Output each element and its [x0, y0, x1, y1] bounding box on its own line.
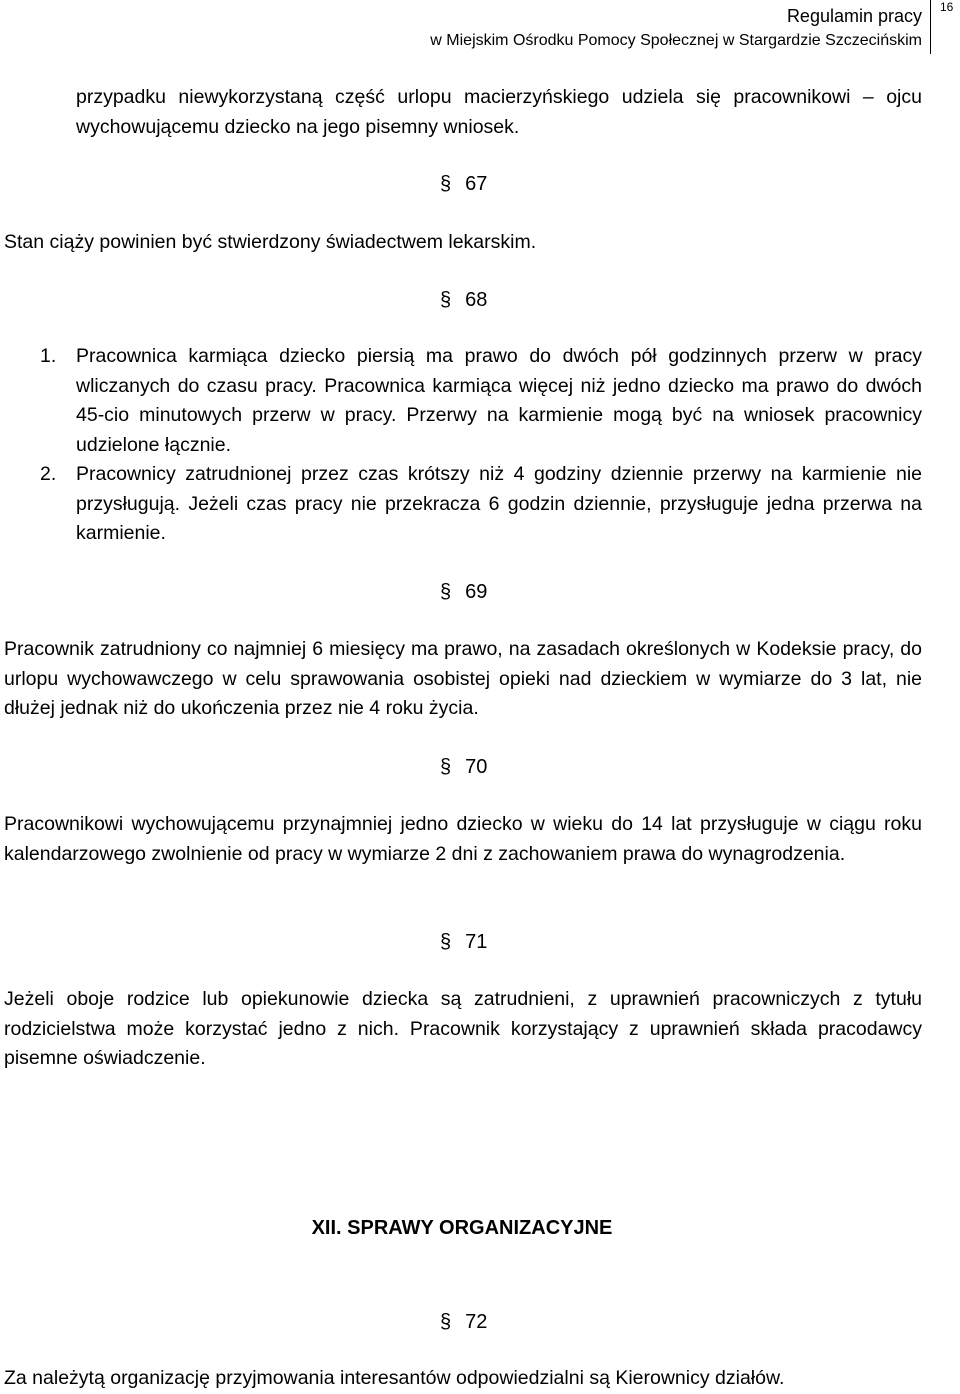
section-symbol: §: [440, 289, 452, 311]
section-heading-69: [440, 580, 487, 604]
section-number: 69: [465, 581, 488, 603]
chapter-heading: XII. SPRAWY ORGANIZACYJNE: [311, 1217, 613, 1239]
section-72-text: Za należytą organizację przyjmowania interesantów odpowiedzialni są Kierownicy działów.: [4, 1367, 785, 1389]
section-symbol: §: [440, 931, 452, 953]
item-number: 1.: [40, 345, 57, 367]
section-71-text: Jeżeli oboje rodzice lub opiekunowie dziecka są zatrudnieni, z uprawnień pracowniczych z tytułu rodzicielstwa może korzystać jedno z nich. Pracownik korzystający z uprawnień składa pracodawcy pisemne oświadczenie.: [4, 988, 922, 1069]
header-title: Regulamin pracy: [786, 6, 922, 26]
intro-paragraph: przypadku niewykorzystaną część urlopu macierzyńskiego udziela się pracownikowi – ojcu wychowującemu dziecko na jego pisemny wniosek.: [76, 86, 922, 138]
item-number: 2.: [40, 463, 57, 485]
section-67-text: Stan ciąży powinien być stwierdzony świadectwem lekarskim.: [4, 231, 537, 253]
section-number: 72: [465, 1311, 488, 1333]
section-number: 71: [465, 931, 488, 953]
section-number: 68: [465, 289, 488, 311]
section-heading-72: [440, 1310, 487, 1334]
header-divider: [930, 0, 931, 54]
section-70-text: Pracownikowi wychowującemu przynajmniej jedno dziecko w wieku do 14 lat przysługuje w ciągu roku kalendarzowego zwolnienie od pracy w wymiarze 2 dni z zachowaniem prawa do wynagrodzenia.: [4, 813, 922, 865]
section-number: 70: [465, 756, 488, 778]
section-68-item-1: [40, 342, 922, 460]
page-number: 16: [940, 0, 954, 14]
item-text: Pracownica karmiąca dziecko piersią ma prawo do dwóch pół godzinnych przerw w pracy wliczanych do czasu pracy. Pracownica karmiąca więcej niż jedno dziecko ma prawo do dwóch 45-cio minutowych przerw w pracy. Przerwy na karmienie mogą być na wniosek pracownicy udzielone łącznie.: [76, 345, 922, 456]
header-subtitle: w Miejskim Ośrodku Pomocy Społecznej w Stargardzie Szczecińskim: [430, 32, 922, 49]
section-symbol: §: [440, 173, 452, 195]
section-symbol: §: [440, 581, 452, 603]
section-heading-68: [440, 288, 487, 312]
section-heading-70: [440, 755, 487, 779]
section-heading-67: [440, 172, 487, 196]
section-68-item-2: [40, 460, 922, 549]
section-symbol: §: [440, 1311, 452, 1333]
section-symbol: §: [440, 756, 452, 778]
section-heading-71: [440, 930, 487, 954]
section-69-text: Pracownik zatrudniony co najmniej 6 miesięcy ma prawo, na zasadach określonych w Kodeksie pracy, do urlopu wychowawczego w celu sprawowania osobistej opieki nad dzieckiem w wymiarze do 3 lat, nie dłużej jednak niż do ukończenia przez nie 4 roku życia.: [4, 638, 922, 719]
item-text: Pracownicy zatrudnionej przez czas krótszy niż 4 godziny dziennie przerwy na karmienie nie przysługują. Jeżeli czas pracy nie przekracza 6 godzin dziennie, przysługuje jedna przerwa na karmienie.: [76, 463, 922, 544]
section-number: 67: [465, 173, 488, 195]
